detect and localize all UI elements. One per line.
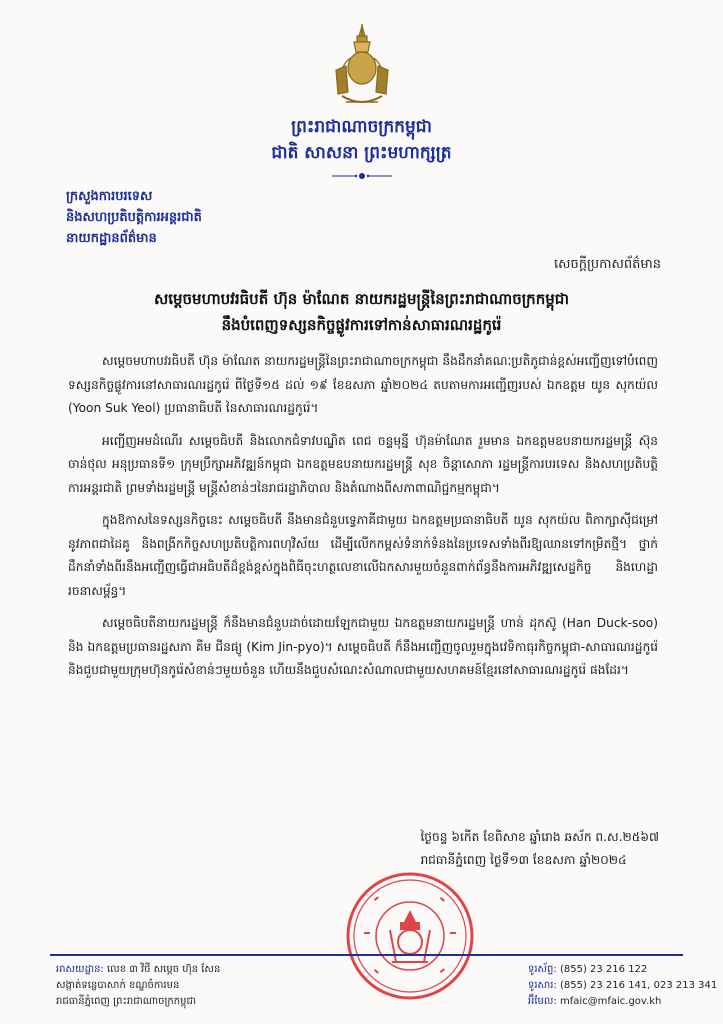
headline-line-2: នឹងបំពេញទស្សនកិច្ចផ្លូវការទៅកាន់សាធារណរដ្ឋកូរ៉េ: [221, 316, 502, 334]
divider-ornament-icon: [330, 170, 394, 182]
phone-label: ទូរស័ព្ទ:: [528, 964, 557, 975]
address-line-2: សង្កាត់ទន្លេបាសាក់ ខណ្ឌចំការមន: [56, 980, 180, 991]
headline: [70, 286, 653, 338]
email-label: អ៊ីមែល:: [528, 996, 557, 1007]
address-label: អាសយដ្ឋាន:: [56, 964, 104, 975]
paragraph-1: សម្តេចមហាបវរធិបតី ហ៊ុន ម៉ាណែត នាយករដ្ឋមន្ត្រីនៃព្រះរាជាណាចក្រកម្ពុជា នឹងដឹកនាំគណៈប្រតិភូជាន់ខ្ពស់អញ្ជើញទៅបំពេញទស្សនកិច្ចផ្លូវការនៅសាធារណរដ្ឋកូរ៉េ ពីថ្ងៃទី១៥ ដល់ ១៩ ខែឧសភា ឆ្នាំ២០២៤ តបតាមការអញ្ជើញរបស់ ឯកឧត្តម យូន សុកយ៉ល (Yoon Suk Yeol) ប្រធានាធិបតី នៃសាធារណរដ្ឋកូរ៉េ។: [68, 354, 658, 415]
ministry-block: [66, 186, 202, 249]
paragraph-4: សម្តេចធិបតីនាយករដ្ឋមន្ត្រី ក៏នឹងមានជំនួបដាច់ដោយឡែកជាមួយ ឯកឧត្តមនាយករដ្ឋមន្ត្រី ហាន់ ដុកស៊ូ (Han Duck-soo) និង ឯកឧត្តមប្រធានរដ្ឋសភា គីម ជីនផ្យូ (Kim Jin-pyo)។ សម្តេចធិបតី ក៏នឹងអញ្ជើញចូលរួមក្នុងវេទិកាធុរកិច្ចកម្ពុជា-សាធារណរដ្ឋកូរ៉េ និងជួបជាមួយក្រុមហ៊ុនកូរ៉េសំខាន់ៗមួយចំនួន ហើយនឹងជួបសំណេះសំណាលជាមួយសហគមន៍ខ្មែរនៅសាធារណរដ្ឋកូរ៉េ ផងដែរ។: [68, 616, 658, 677]
document-type-label: សេចក្តីប្រកាសព័ត៌មាន: [553, 257, 661, 272]
paragraph-3: ក្នុងឱកាសនៃទស្សនកិច្ចនេះ សម្តេចធិបតី នឹងមានជំនួបទ្វេភាគីជាមួយ ឯកឧត្តមប្រធានាធិបតី យូន សុកយ៉ល ពិភាក្សាស៊ីជម្រៅនូវភាពជាដៃគូ និងពង្រីកកិច្ចសហប្រតិបត្តិការពហុវិស័យ ដើម្បីលើកកម្ពស់ទំនាក់ទំនងនៃប្រទេសទាំងពីរឱ្យឈានទៅកម្រិតថ្មី។ ថ្នាក់ដឹកនាំទាំងពីរនឹងអញ្ជើញធ្វើជាអធិបតីដ៏ខ្ពង់ខ្ពស់ក្នុងពិធីចុះហត្ថលេខាលើឯកសារមួយចំនួនពាក់ព័ន្ធនឹងការអភិវឌ្ឍសេដ្ឋកិច្ច និងហេដ្ឋារចនាសម្ព័ន្ធ។: [68, 513, 658, 598]
place-date: រាជធានីភ្នំពេញ ថ្ងៃទី១៣ ខែឧសភា ឆ្នាំ២០២៤: [420, 853, 627, 867]
lunar-date: ថ្ងៃចន្ទ ៦កើត ខែពិសាខ ឆ្នាំរោង ឆស័ក ព.ស.២៥៦៧: [420, 830, 659, 844]
fax-row: [528, 978, 717, 994]
national-motto: ជាតិ សាសនា ព្រះមហាក្សត្រ: [271, 143, 452, 163]
department-name: នាយកដ្ឋានព័ត៌មាន: [66, 231, 157, 246]
phone-value: (855) 23 216 122: [559, 964, 648, 975]
email-row: [528, 994, 717, 1010]
body-text: [68, 350, 658, 692]
fax-value: (855) 23 216 141, 023 213 341: [559, 980, 718, 991]
paragraph-2: អញ្ជើញអមដំណើរ សម្តេចធិបតី និងលោកជំទាវបណ្ឌិត ពេជ ចន្ទមុន្នី ហ៊ុនម៉ាណែត រួមមាន ឯកឧត្តមឧបនាយករដ្ឋមន្ត្រី ស៊ុន ចាន់ថុល អនុប្រធានទី១ ក្រុមប្រឹក្សាអភិវឌ្ឍន៍កម្ពុជា ឯកឧត្តមឧបនាយករដ្ឋមន្ត្រី សុខ ចិន្តាសោភា រដ្ឋមន្ត្រីការបរទេស និងសហប្រតិបត្តិការអន្តរជាតិ ព្រមទាំងរដ្ឋមន្ត្រី មន្ត្រីសំខាន់ៗនៃរាជរដ្ឋាភិបាល និងតំណាងពីសភាពាណិជ្ជកម្មកម្ពុជា។: [68, 433, 658, 495]
footer-divider: [50, 954, 683, 956]
address-row: [56, 962, 220, 978]
dateline: [420, 826, 659, 872]
ministry-name: ក្រសួងការបរទេស: [66, 189, 153, 204]
kingdom-title: ព្រះរាជាណាចក្រកម្ពុជា: [291, 117, 432, 137]
footer-contacts: [528, 962, 717, 1010]
fax-label: ទូរសារ:: [528, 980, 557, 991]
address-line-1: លេខ ៣ វិថី សម្តេច ហ៊ុន សែន: [107, 964, 221, 975]
official-seal-icon: [344, 870, 476, 1002]
email-link[interactable]: mfaic@mfaic.gov.kh: [559, 996, 662, 1007]
phone-row: [528, 962, 717, 978]
headline-line-1: សម្តេចមហាបវរធិបតី ហ៊ុន ម៉ាណែត នាយករដ្ឋមន្ត្រីនៃព្រះរាជាណាចក្រកម្ពុជា: [153, 290, 570, 308]
address-line-3: រាជធានីភ្នំពេញ ព្រះរាជាណាចក្រកម្ពុជា: [56, 996, 196, 1007]
footer-address: [56, 962, 220, 1010]
royal-emblem-icon: [328, 22, 396, 122]
ministry-name-cont: និងសហប្រតិបត្តិការអន្តរជាតិ: [66, 210, 202, 225]
